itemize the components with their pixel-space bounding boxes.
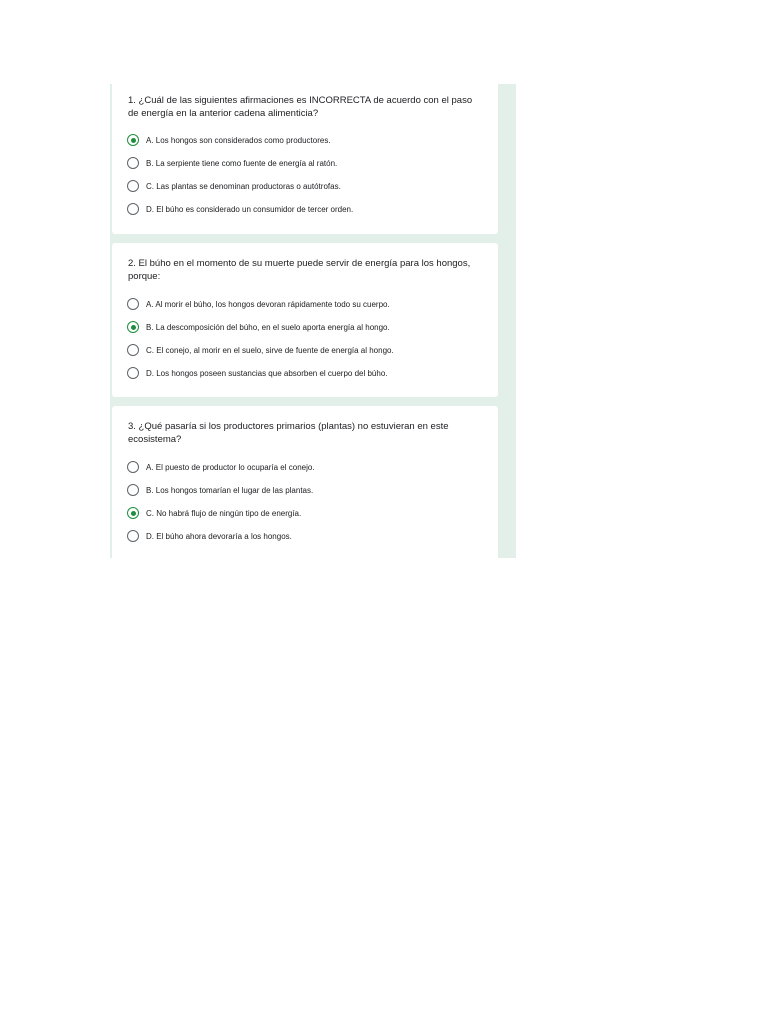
option-label: C. No habrá flujo de ningún tipo de energía. (146, 508, 302, 518)
option-label: C. El conejo, al morir en el suelo, sirve de fuente de energía al hongo. (146, 345, 394, 355)
option-label: D. El búho ahora devoraría a los hongos. (146, 531, 292, 541)
question-text-1: 1. ¿Cuál de las siguientes afirmaciones es INCORRECTA de acuerdo con el paso de energía en la anterior cadena alimenticia? (128, 95, 473, 119)
radio-unchecked-icon[interactable] (127, 530, 139, 542)
radio-unchecked-icon[interactable] (127, 344, 139, 356)
radio-unchecked-icon[interactable] (127, 367, 139, 379)
option-3d[interactable] (127, 529, 292, 543)
radio-checked-icon[interactable] (127, 507, 139, 519)
option-1b[interactable] (127, 156, 337, 170)
option-2a[interactable] (127, 297, 390, 311)
option-label: A. El puesto de productor lo ocuparía el conejo. (146, 462, 315, 472)
option-2c[interactable] (127, 343, 394, 357)
option-label: A. Al morir el búho, los hongos devoran rápidamente todo su cuerpo. (146, 299, 390, 309)
radio-unchecked-icon[interactable] (127, 484, 139, 496)
radio-unchecked-icon[interactable] (127, 461, 139, 473)
question-text-2: 2. El búho en el momento de su muerte puede servir de energía para los hongos, porque: (128, 258, 471, 282)
option-1a[interactable] (127, 133, 331, 147)
question-card-2 (112, 243, 498, 397)
option-label: C. Las plantas se denominan productoras o autótrofas. (146, 181, 341, 191)
option-3a[interactable] (127, 460, 315, 474)
option-label: B. La serpiente tiene como fuente de energía al ratón. (146, 158, 338, 168)
option-label: D. El búho es considerado un consumidor de tercer orden. (146, 204, 354, 214)
radio-checked-icon[interactable] (127, 321, 139, 333)
question-text-3: 3. ¿Qué pasaría si los productores primarios (plantas) no estuvieran en este ecosistema? (128, 421, 449, 445)
option-label: D. Los hongos poseen sustancias que absorben el cuerpo del búho. (146, 368, 388, 378)
question-card-3 (112, 406, 498, 558)
question-card-1 (112, 84, 498, 234)
radio-unchecked-icon[interactable] (127, 157, 139, 169)
option-3b[interactable] (127, 483, 313, 497)
option-2d[interactable] (127, 366, 388, 380)
option-1d[interactable] (127, 202, 353, 216)
radio-unchecked-icon[interactable] (127, 180, 139, 192)
option-label: B. Los hongos tomarían el lugar de las plantas. (146, 485, 314, 495)
radio-unchecked-icon[interactable] (127, 298, 139, 310)
option-label: A. Los hongos son considerados como productores. (146, 135, 331, 145)
radio-unchecked-icon[interactable] (127, 203, 139, 215)
option-label: B. La descomposición del búho, en el suelo aporta energía al hongo. (146, 322, 390, 332)
option-3c[interactable] (127, 506, 301, 520)
option-2b[interactable] (127, 320, 390, 334)
radio-checked-icon[interactable] (127, 134, 139, 146)
option-1c[interactable] (127, 179, 341, 193)
